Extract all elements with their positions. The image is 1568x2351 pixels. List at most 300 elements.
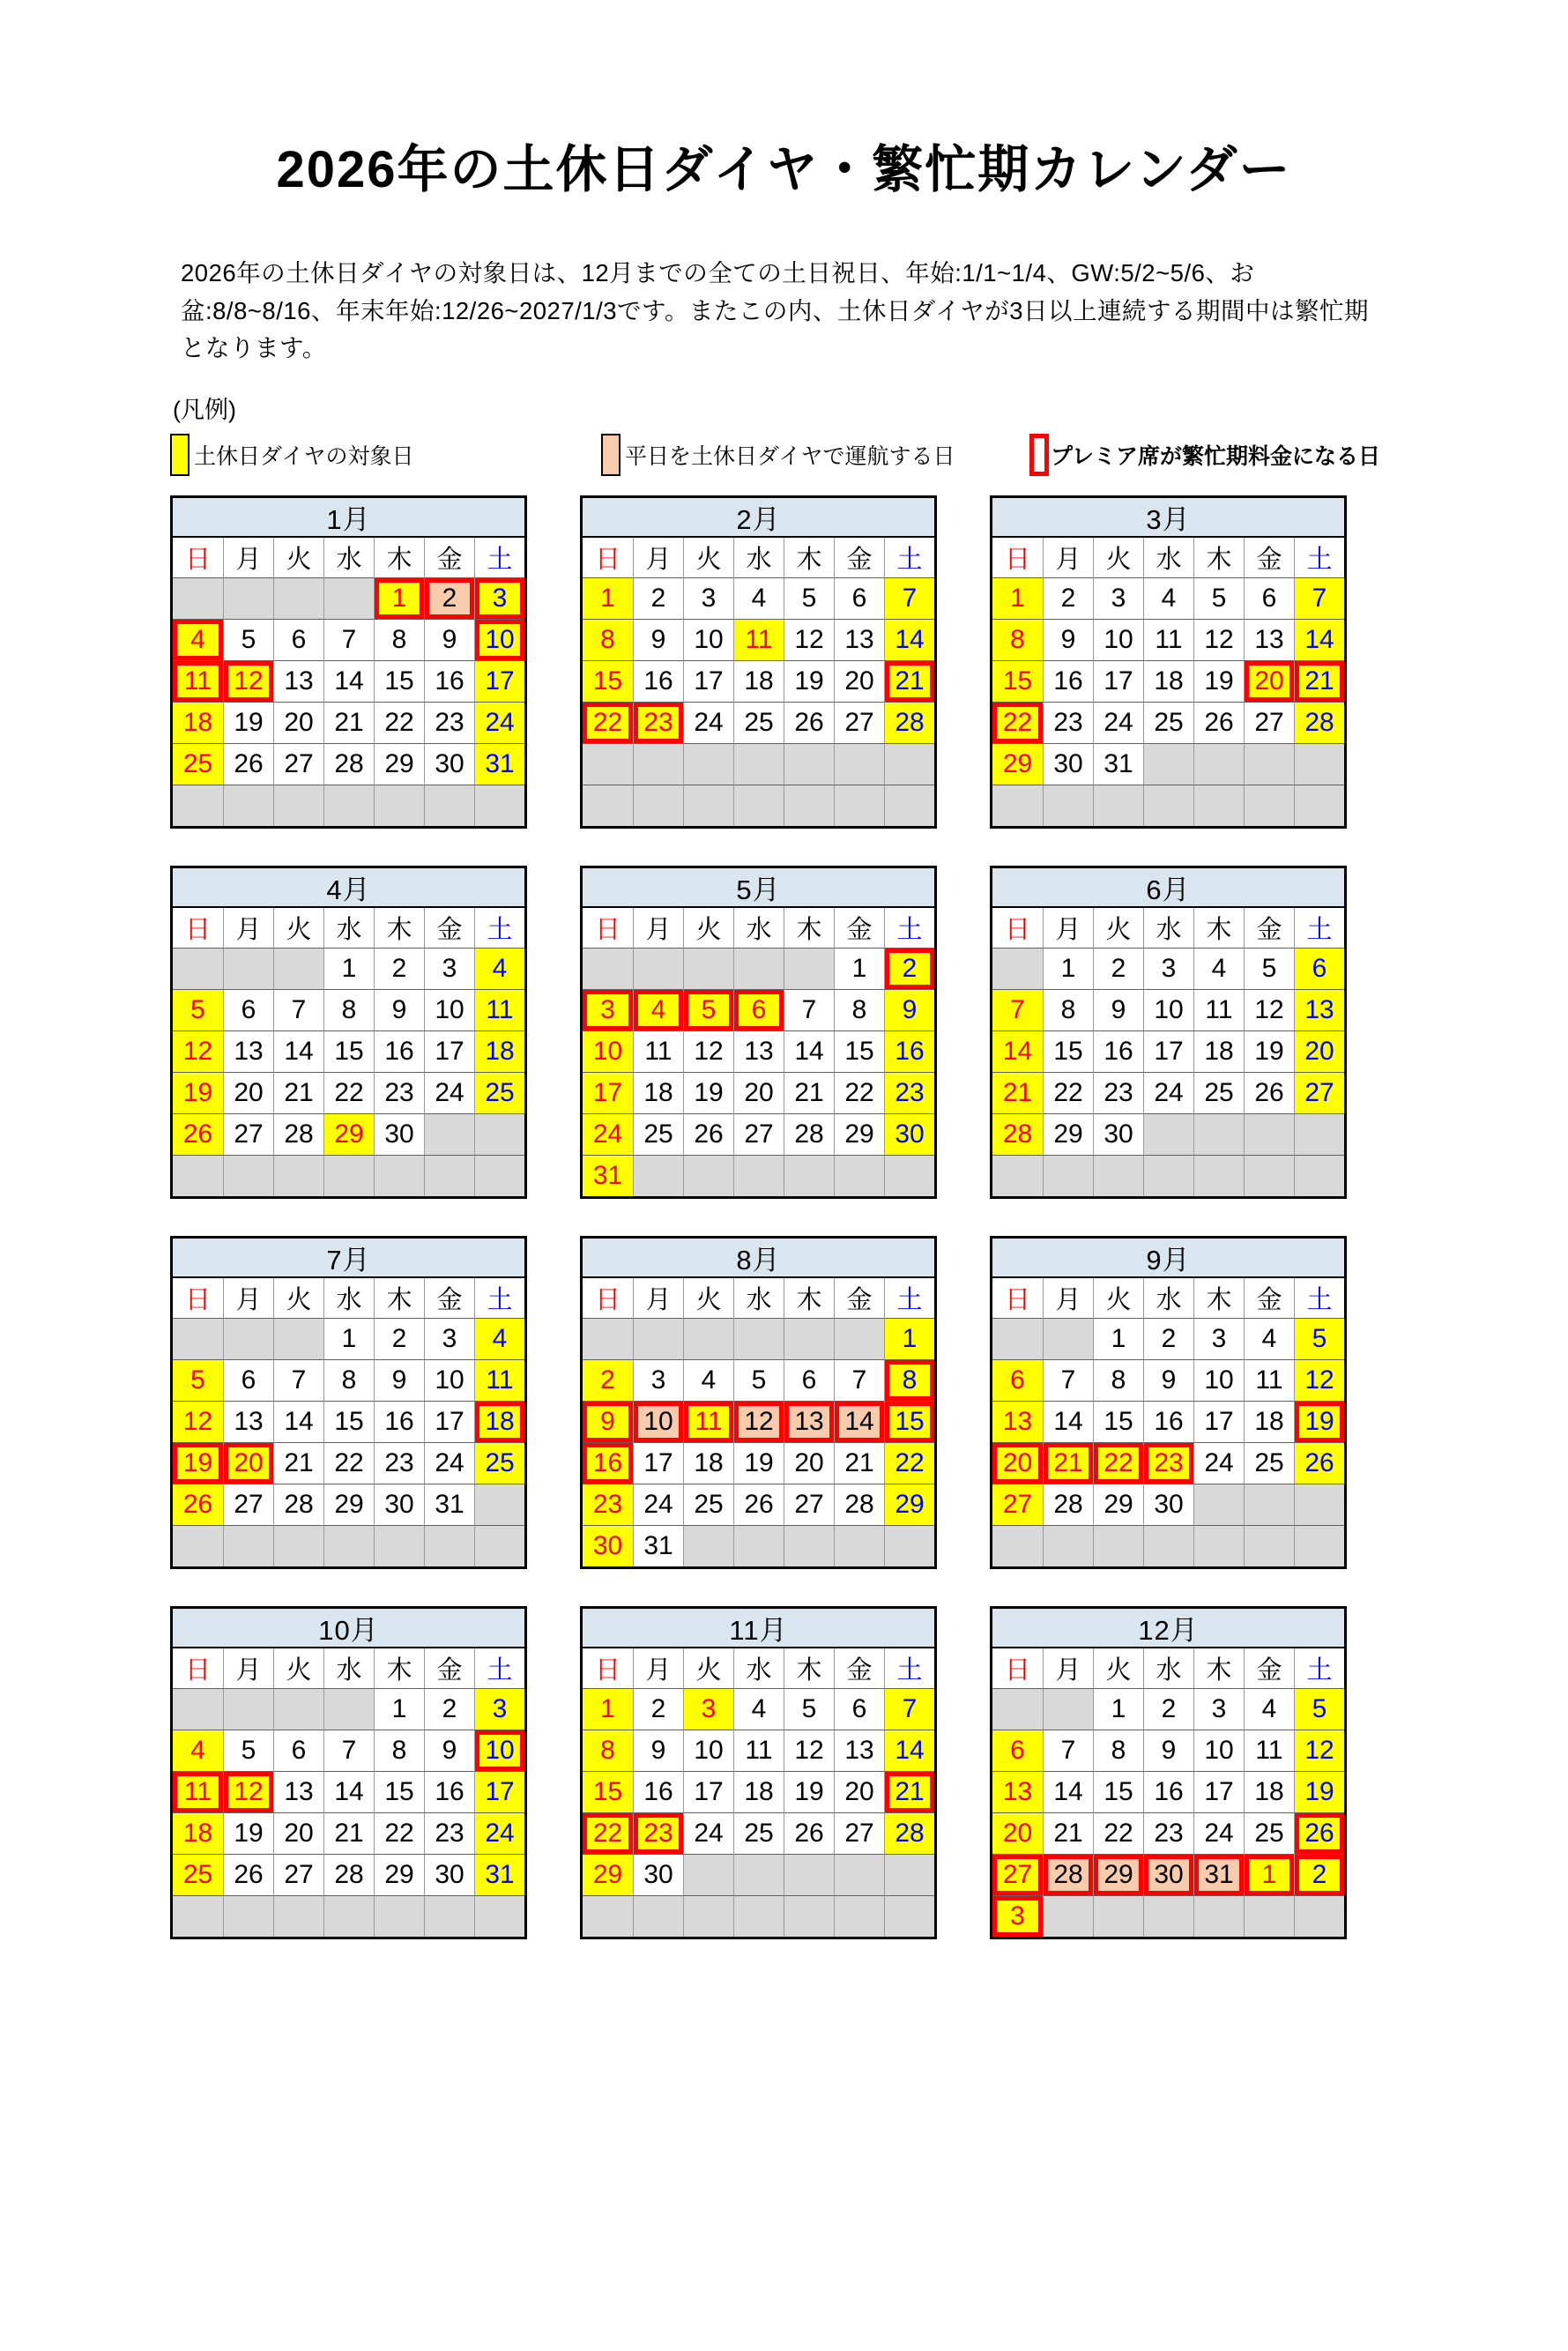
calendar-month-10 xyxy=(170,1606,527,1939)
weekday-header: 月 xyxy=(223,538,273,577)
day-cell: 11 xyxy=(633,1030,683,1072)
day-cell: 31 xyxy=(583,1155,633,1196)
day-cell: 19 xyxy=(683,1072,733,1113)
empty-cell xyxy=(1143,1155,1193,1196)
empty-cell xyxy=(223,1525,273,1566)
day-cell: 2 xyxy=(424,1688,474,1730)
day-cell: 22 xyxy=(323,1442,374,1484)
day-cell: 26 xyxy=(223,743,273,785)
empty-cell xyxy=(1294,1895,1344,1937)
day-cell: 1 xyxy=(323,948,374,989)
day-cell: 14 xyxy=(992,1030,1043,1072)
day-cell: 17 xyxy=(683,1771,733,1812)
day-cell: 27 xyxy=(273,1854,323,1895)
weekday-header: 水 xyxy=(323,908,374,948)
empty-cell xyxy=(633,1895,683,1937)
day-cell: 15 xyxy=(1093,1401,1143,1442)
empty-cell xyxy=(273,1895,323,1937)
empty-cell xyxy=(474,785,524,826)
weekday-header: 月 xyxy=(223,1278,273,1318)
day-cell: 21 xyxy=(992,1072,1043,1113)
day-cell: 18 xyxy=(1193,1030,1244,1072)
empty-cell xyxy=(992,1155,1043,1196)
day-cell: 20 xyxy=(223,1072,273,1113)
weekday-header: 土 xyxy=(1294,908,1344,948)
day-cell: 13 xyxy=(834,1730,884,1771)
day-cell: 29 xyxy=(374,1854,424,1895)
day-cell: 3 xyxy=(1193,1688,1244,1730)
day-cell: 11 xyxy=(683,1401,733,1442)
weekday-header: 月 xyxy=(223,1648,273,1688)
day-cell: 21 xyxy=(1043,1812,1093,1854)
day-cell: 9 xyxy=(583,1401,633,1442)
day-cell: 6 xyxy=(223,989,273,1030)
weekday-header: 水 xyxy=(323,1648,374,1688)
day-cell: 5 xyxy=(683,989,733,1030)
day-cell: 23 xyxy=(1143,1442,1193,1484)
day-cell: 19 xyxy=(223,1812,273,1854)
day-cell: 25 xyxy=(474,1072,524,1113)
day-cell: 28 xyxy=(1294,702,1344,743)
day-cell: 19 xyxy=(784,1771,834,1812)
day-cell: 7 xyxy=(884,1688,934,1730)
weekday-header: 土 xyxy=(1294,1648,1344,1688)
day-cell: 23 xyxy=(633,702,683,743)
weekday-header: 日 xyxy=(173,1648,223,1688)
day-cell: 20 xyxy=(273,702,323,743)
day-cell: 10 xyxy=(683,619,733,660)
weekday-header: 火 xyxy=(683,1648,733,1688)
weekday-header: 日 xyxy=(992,1278,1043,1318)
day-cell: 22 xyxy=(884,1442,934,1484)
day-cell: 22 xyxy=(374,702,424,743)
weekday-header: 金 xyxy=(834,1648,884,1688)
empty-cell xyxy=(1143,785,1193,826)
day-cell: 10 xyxy=(1193,1359,1244,1401)
empty-cell xyxy=(834,1895,884,1937)
empty-cell xyxy=(733,948,784,989)
day-cell: 22 xyxy=(1093,1812,1143,1854)
day-cell: 16 xyxy=(1143,1771,1193,1812)
empty-cell xyxy=(784,1895,834,1937)
empty-cell xyxy=(1294,785,1344,826)
empty-cell xyxy=(683,1854,733,1895)
day-cell: 1 xyxy=(834,948,884,989)
month-table xyxy=(583,538,934,826)
empty-cell xyxy=(1143,743,1193,785)
empty-cell xyxy=(1043,1895,1093,1937)
day-cell: 18 xyxy=(173,1812,223,1854)
day-cell: 10 xyxy=(683,1730,733,1771)
weekday-header: 月 xyxy=(633,538,683,577)
weekday-header: 土 xyxy=(1294,538,1344,577)
day-cell: 22 xyxy=(992,702,1043,743)
empty-cell xyxy=(683,785,733,826)
day-cell: 1 xyxy=(1093,1318,1143,1359)
day-cell: 29 xyxy=(323,1484,374,1525)
day-cell: 28 xyxy=(834,1484,884,1525)
empty-cell xyxy=(374,1525,424,1566)
empty-cell xyxy=(1294,1113,1344,1155)
weekday-header: 水 xyxy=(323,1278,374,1318)
day-cell: 13 xyxy=(223,1030,273,1072)
day-cell: 25 xyxy=(1244,1442,1294,1484)
empty-cell xyxy=(992,1525,1043,1566)
day-cell: 31 xyxy=(474,743,524,785)
empty-cell xyxy=(273,1688,323,1730)
calendar-month-6 xyxy=(990,866,1347,1199)
day-cell: 9 xyxy=(1043,619,1093,660)
day-cell: 4 xyxy=(1143,577,1193,619)
weekday-header: 土 xyxy=(884,538,934,577)
day-cell: 2 xyxy=(633,1688,683,1730)
empty-cell xyxy=(1043,1318,1093,1359)
empty-cell xyxy=(374,1895,424,1937)
empty-cell xyxy=(633,743,683,785)
day-cell: 1 xyxy=(1043,948,1093,989)
day-cell: 30 xyxy=(424,1854,474,1895)
empty-cell xyxy=(424,1113,474,1155)
peach-swatch-icon xyxy=(601,434,621,476)
day-cell: 23 xyxy=(424,1812,474,1854)
weekday-header: 火 xyxy=(683,538,733,577)
month-table xyxy=(992,908,1344,1196)
empty-cell xyxy=(273,785,323,826)
empty-cell xyxy=(273,1525,323,1566)
weekday-header: 木 xyxy=(784,538,834,577)
day-cell: 14 xyxy=(323,660,374,702)
month-title: 10月 xyxy=(173,1609,524,1648)
day-cell: 17 xyxy=(633,1442,683,1484)
empty-cell xyxy=(834,785,884,826)
empty-cell xyxy=(733,1318,784,1359)
day-cell: 29 xyxy=(583,1854,633,1895)
day-cell: 4 xyxy=(733,1688,784,1730)
empty-cell xyxy=(1244,1484,1294,1525)
day-cell: 7 xyxy=(323,619,374,660)
empty-cell xyxy=(733,785,784,826)
day-cell: 6 xyxy=(733,989,784,1030)
empty-cell xyxy=(784,743,834,785)
day-cell: 26 xyxy=(173,1484,223,1525)
legend-label: 平日を土休日ダイヤで運航する日 xyxy=(625,444,955,470)
empty-cell xyxy=(884,1895,934,1937)
empty-cell xyxy=(1093,1895,1143,1937)
legend-item-holiday-schedule xyxy=(170,434,601,476)
day-cell: 30 xyxy=(1143,1484,1193,1525)
day-cell: 5 xyxy=(173,989,223,1030)
day-cell: 16 xyxy=(374,1401,424,1442)
month-table xyxy=(173,1648,524,1937)
empty-cell xyxy=(424,1895,474,1937)
month-title: 5月 xyxy=(583,868,934,908)
day-cell: 2 xyxy=(633,577,683,619)
day-cell: 31 xyxy=(1193,1854,1244,1895)
day-cell: 26 xyxy=(1193,702,1244,743)
day-cell: 8 xyxy=(1093,1730,1143,1771)
empty-cell xyxy=(474,1525,524,1566)
day-cell: 22 xyxy=(323,1072,374,1113)
day-cell: 1 xyxy=(583,577,633,619)
day-cell: 24 xyxy=(633,1484,683,1525)
empty-cell xyxy=(992,785,1043,826)
day-cell: 26 xyxy=(784,702,834,743)
empty-cell xyxy=(1143,1113,1193,1155)
day-cell: 28 xyxy=(323,743,374,785)
weekday-header: 金 xyxy=(1244,1278,1294,1318)
empty-cell xyxy=(223,1895,273,1937)
day-cell: 12 xyxy=(223,1771,273,1812)
day-cell: 31 xyxy=(474,1854,524,1895)
day-cell: 18 xyxy=(1244,1401,1294,1442)
weekday-header: 木 xyxy=(374,1648,424,1688)
weekday-header: 木 xyxy=(374,908,424,948)
empty-cell xyxy=(323,785,374,826)
empty-cell xyxy=(323,1525,374,1566)
day-cell: 19 xyxy=(223,702,273,743)
weekday-header: 日 xyxy=(173,538,223,577)
day-cell: 23 xyxy=(884,1072,934,1113)
day-cell: 4 xyxy=(1244,1688,1294,1730)
month-table xyxy=(173,1278,524,1566)
empty-cell xyxy=(223,577,273,619)
empty-cell xyxy=(784,1318,834,1359)
empty-cell xyxy=(223,1155,273,1196)
day-cell: 30 xyxy=(424,743,474,785)
day-cell: 26 xyxy=(1294,1442,1344,1484)
day-cell: 20 xyxy=(992,1442,1043,1484)
day-cell: 19 xyxy=(1244,1030,1294,1072)
day-cell: 15 xyxy=(583,660,633,702)
day-cell: 24 xyxy=(1143,1072,1193,1113)
day-cell: 5 xyxy=(1193,577,1244,619)
day-cell: 27 xyxy=(992,1854,1043,1895)
empty-cell xyxy=(992,1318,1043,1359)
day-cell: 19 xyxy=(173,1072,223,1113)
weekday-header: 火 xyxy=(273,1278,323,1318)
day-cell: 2 xyxy=(374,1318,424,1359)
weekday-header: 金 xyxy=(1244,908,1294,948)
day-cell: 10 xyxy=(1093,619,1143,660)
day-cell: 22 xyxy=(1093,1442,1143,1484)
empty-cell xyxy=(992,948,1043,989)
month-title: 11月 xyxy=(583,1609,934,1648)
empty-cell xyxy=(1294,1155,1344,1196)
day-cell: 24 xyxy=(474,702,524,743)
day-cell: 3 xyxy=(583,989,633,1030)
empty-cell xyxy=(583,1895,633,1937)
weekday-header: 水 xyxy=(1143,538,1193,577)
weekday-header: 金 xyxy=(424,538,474,577)
weekday-header: 火 xyxy=(683,908,733,948)
day-cell: 5 xyxy=(173,1359,223,1401)
day-cell: 29 xyxy=(992,743,1043,785)
day-cell: 1 xyxy=(1093,1688,1143,1730)
day-cell: 17 xyxy=(683,660,733,702)
day-cell: 19 xyxy=(1294,1401,1344,1442)
weekday-header: 土 xyxy=(474,1278,524,1318)
empty-cell xyxy=(273,577,323,619)
day-cell: 12 xyxy=(173,1401,223,1442)
weekday-header: 火 xyxy=(273,538,323,577)
empty-cell xyxy=(683,948,733,989)
day-cell: 1 xyxy=(1244,1854,1294,1895)
day-cell: 17 xyxy=(1093,660,1143,702)
empty-cell xyxy=(784,1854,834,1895)
day-cell: 16 xyxy=(583,1442,633,1484)
calendar-month-2 xyxy=(580,495,937,829)
day-cell: 23 xyxy=(583,1484,633,1525)
day-cell: 29 xyxy=(1043,1113,1093,1155)
day-cell: 16 xyxy=(633,1771,683,1812)
legend-item-premium-busy-fare xyxy=(1029,434,1380,476)
month-title: 2月 xyxy=(583,498,934,538)
day-cell: 24 xyxy=(683,702,733,743)
day-cell: 7 xyxy=(992,989,1043,1030)
weekday-header: 月 xyxy=(1043,538,1093,577)
weekday-header: 木 xyxy=(784,908,834,948)
weekday-header: 水 xyxy=(733,1278,784,1318)
empty-cell xyxy=(273,948,323,989)
empty-cell xyxy=(884,1525,934,1566)
day-cell: 17 xyxy=(1143,1030,1193,1072)
day-cell: 4 xyxy=(474,1318,524,1359)
empty-cell xyxy=(683,1895,733,1937)
calendar-month-9 xyxy=(990,1236,1347,1569)
day-cell: 12 xyxy=(223,660,273,702)
empty-cell xyxy=(1244,785,1294,826)
day-cell: 16 xyxy=(424,1771,474,1812)
day-cell: 9 xyxy=(633,1730,683,1771)
day-cell: 27 xyxy=(1244,702,1294,743)
day-cell: 15 xyxy=(1043,1030,1093,1072)
empty-cell xyxy=(1244,1113,1294,1155)
day-cell: 10 xyxy=(1193,1730,1244,1771)
day-cell: 20 xyxy=(223,1442,273,1484)
day-cell: 17 xyxy=(424,1401,474,1442)
calendar-grid xyxy=(170,495,1568,1939)
empty-cell xyxy=(583,1318,633,1359)
weekday-header: 木 xyxy=(784,1648,834,1688)
day-cell: 2 xyxy=(1294,1854,1344,1895)
day-cell: 5 xyxy=(223,619,273,660)
day-cell: 23 xyxy=(1093,1072,1143,1113)
day-cell: 1 xyxy=(374,577,424,619)
day-cell: 28 xyxy=(273,1484,323,1525)
empty-cell xyxy=(273,1318,323,1359)
empty-cell xyxy=(173,1525,223,1566)
empty-cell xyxy=(1193,1895,1244,1937)
day-cell: 15 xyxy=(884,1401,934,1442)
day-cell: 12 xyxy=(784,1730,834,1771)
month-title: 3月 xyxy=(992,498,1344,538)
weekday-header: 水 xyxy=(323,538,374,577)
day-cell: 27 xyxy=(1294,1072,1344,1113)
day-cell: 14 xyxy=(323,1771,374,1812)
day-cell: 19 xyxy=(1193,660,1244,702)
day-cell: 9 xyxy=(1143,1359,1193,1401)
weekday-header: 火 xyxy=(683,1278,733,1318)
day-cell: 13 xyxy=(992,1771,1043,1812)
day-cell: 4 xyxy=(733,577,784,619)
day-cell: 27 xyxy=(223,1484,273,1525)
empty-cell xyxy=(1143,1895,1193,1937)
empty-cell xyxy=(733,1155,784,1196)
day-cell: 10 xyxy=(583,1030,633,1072)
day-cell: 13 xyxy=(273,660,323,702)
day-cell: 14 xyxy=(273,1030,323,1072)
day-cell: 4 xyxy=(1193,948,1244,989)
day-cell: 18 xyxy=(733,660,784,702)
empty-cell xyxy=(633,1318,683,1359)
weekday-header: 月 xyxy=(1043,1648,1093,1688)
empty-cell xyxy=(583,948,633,989)
day-cell: 10 xyxy=(474,619,524,660)
empty-cell xyxy=(173,1155,223,1196)
day-cell: 17 xyxy=(474,660,524,702)
day-cell: 9 xyxy=(1143,1730,1193,1771)
day-cell: 13 xyxy=(784,1401,834,1442)
weekday-header: 金 xyxy=(424,1278,474,1318)
day-cell: 3 xyxy=(1143,948,1193,989)
day-cell: 29 xyxy=(1093,1484,1143,1525)
day-cell: 7 xyxy=(884,577,934,619)
weekday-header: 火 xyxy=(1093,1278,1143,1318)
legend-label: プレミア席が繁忙期料金になる日 xyxy=(1051,444,1381,470)
day-cell: 15 xyxy=(323,1401,374,1442)
weekday-header: 木 xyxy=(374,538,424,577)
day-cell: 21 xyxy=(784,1072,834,1113)
day-cell: 6 xyxy=(992,1730,1043,1771)
day-cell: 29 xyxy=(1093,1854,1143,1895)
empty-cell xyxy=(884,785,934,826)
calendar-month-7 xyxy=(170,1236,527,1569)
empty-cell xyxy=(173,1895,223,1937)
weekday-header: 月 xyxy=(223,908,273,948)
weekday-header: 土 xyxy=(474,538,524,577)
day-cell: 11 xyxy=(1244,1359,1294,1401)
day-cell: 7 xyxy=(784,989,834,1030)
day-cell: 15 xyxy=(1093,1771,1143,1812)
day-cell: 21 xyxy=(884,1771,934,1812)
day-cell: 31 xyxy=(633,1525,683,1566)
empty-cell xyxy=(1294,743,1344,785)
empty-cell xyxy=(1143,1525,1193,1566)
day-cell: 30 xyxy=(1093,1113,1143,1155)
day-cell: 5 xyxy=(733,1359,784,1401)
day-cell: 9 xyxy=(424,619,474,660)
legend-heading: (凡例) xyxy=(173,397,236,424)
day-cell: 3 xyxy=(992,1895,1043,1937)
day-cell: 30 xyxy=(633,1854,683,1895)
day-cell: 4 xyxy=(633,989,683,1030)
empty-cell xyxy=(1093,785,1143,826)
page-title: 2026年の土休日ダイヤ・繁忙期カレンダー xyxy=(276,141,1292,198)
weekday-header: 日 xyxy=(992,1648,1043,1688)
weekday-header: 金 xyxy=(834,1278,884,1318)
month-title: 1月 xyxy=(173,498,524,538)
day-cell: 6 xyxy=(784,1359,834,1401)
day-cell: 3 xyxy=(474,577,524,619)
day-cell: 4 xyxy=(173,619,223,660)
day-cell: 18 xyxy=(683,1442,733,1484)
empty-cell xyxy=(884,743,934,785)
day-cell: 8 xyxy=(323,989,374,1030)
weekday-header: 水 xyxy=(1143,1648,1193,1688)
weekday-header: 金 xyxy=(834,538,884,577)
legend xyxy=(170,432,1568,478)
empty-cell xyxy=(273,1155,323,1196)
